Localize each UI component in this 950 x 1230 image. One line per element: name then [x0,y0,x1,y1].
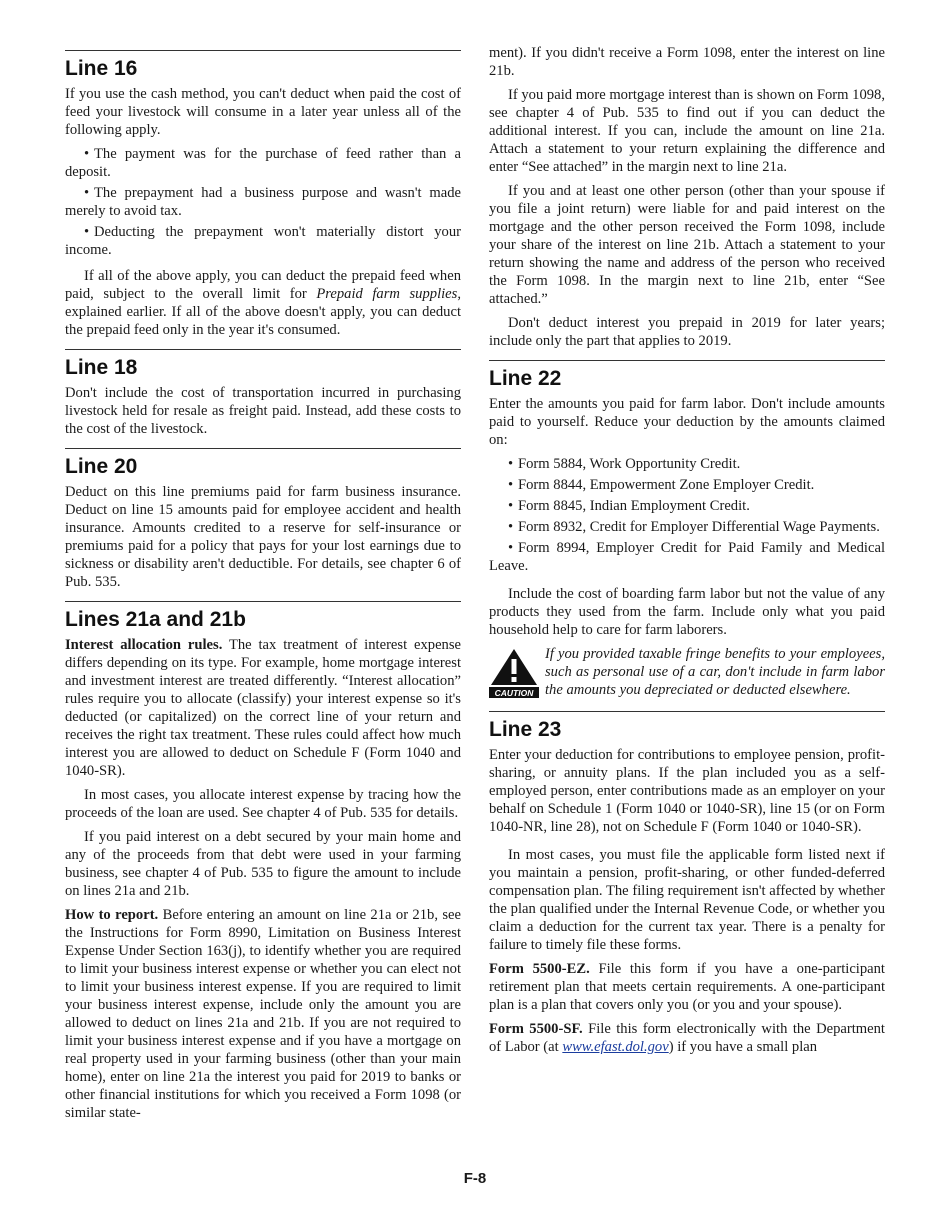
line22-bullet: • Form 5884, Work Opportunity Credit. [508,456,741,472]
heading-lines-21: Lines 21a and 21b [65,608,246,631]
section-line-18 [65,349,461,438]
caution-text: If you provided taxable fringe benefits to your employees, such as personal use of a car, don't include in farm labor the amounts you depreciated or deducted elsewhere. [545,646,885,698]
section-lines-21a-21b [65,601,461,1122]
right-column [489,44,885,1066]
section-line-22 [489,360,885,699]
line21-interest-allocation: Interest allocation rules. The tax treatment of interest expense differs depending on its type. For example, home mortgage interest and investment interest are treated differently. “Interest allocation” rules require you to allocate (classify) your interest expense so it's deducted (or capitalized) on the correct line of your return and receives the right tax treatment. These rules could affect how much interest you are allowed to deduct on Schedule F (Form 1040 and 1040-SR). [65,637,461,779]
line22-intro: Enter the amounts you paid for farm labor. Don't include amounts paid to yourself. Reduce your deduction by the amounts claimed on: [489,396,885,448]
line20-text: Deduct on this line premiums paid for farm business insurance. Deduct on line 15 amounts paid for employee accident and health insurance. Amounts credited to a reserve for self-insurance or premiums paid for a policy that pays for your lost earnings due to sickness or disability aren't deductible. For details, see chapter 6 of Pub. 535. [65,484,461,590]
heading-line-23: Line 23 [489,718,562,741]
heading-line-22: Line 22 [489,367,562,390]
section-line-23 [489,711,885,1056]
line16-bullet: • The payment was for the purchase of feed rather than a deposit. [65,146,461,180]
caution-label: CAUTION [494,688,534,698]
lines-21-continued [489,44,885,350]
section-line-20 [65,448,461,591]
line21-cont-3: If you and at least one other person (other than your spouse if you file a joint return) were liable for and paid interest on the mortgage and the other person received the Form 1098, include your share of the interest on line 21b. Attach a statement to your return showing the name and address of the person who received the Form 1098. In the margin next to line 21b, enter “See attached.” [489,183,885,307]
heading-line-20: Line 20 [65,455,138,478]
line21-cont-4: Don't deduct interest you prepaid in 2019 for later years; include only the part that applies to 2019. [489,315,885,349]
line21-cont-2: If you paid more mortgage interest than is shown on Form 1098, see chapter 4 of Pub. 535 to find out if you can deduct the additional interest. If you can, include the amount on line 21a. Attach a statement to your return explaining the difference and enter “See attached” in the margin next to line 21a. [489,87,885,175]
line21-main-home: If you paid interest on a debt secured by your main home and any of the proceeds from that debt were used in your farming business, see chapter 4 of Pub. 535 to figure the amount to include on lines 21a and 21b. [65,829,461,899]
page-number: F-8 [463,1170,487,1187]
heading-line-16: Line 16 [65,57,138,80]
caution-note [489,645,885,699]
line21-tracing: In most cases, you allocate interest expense by tracing how the proceeds of the loan are used. See chapter 4 of Pub. 535 for details. [65,787,461,821]
caution-icon [489,647,539,699]
line22-bullet: • Form 8845, Indian Employment Credit. [508,498,750,514]
line16-paragraph: If all of the above apply, you can deduct the prepaid feed when paid, subject to the overall limit for Prepaid farm supplies, explained earlier. If all of the above doesn't apply, you can deduct the prepaid feed only in the year it's consumed. [65,268,461,338]
line16-bullet: • Deducting the prepayment won't materially distort your income. [65,224,461,258]
heading-line-18: Line 18 [65,356,138,379]
line22-boarding: Include the cost of boarding farm labor but not the value of any products they used from the farm. Include only what you paid household help to care for farm laborers. [489,586,885,638]
line21-how-to-report: How to report. Before entering an amount on line 21a or 21b, see the Instructions for Form 8990, Limitation on Business Interest Expense Under Section 163(j), to identify whether you are required to limit your business interest expense or whether you can elect not to limit your business interest expense. If you are required to limit your business interest expense, include only the amount you are allowed to deduct on lines 21a and 21b. If you are not required to limit your business interest expense and if you have a mortgage on real property used in your farming business (other than your main home), enter on line 21a the interest you paid for 2019 to banks or other financial institutions for which you received a Form 1098 (or similar state- [65,907,461,1121]
line23-form-5500-sf: Form 5500-SF. File this form electronically with the Department of Labor (at www.efast.dol.gov) if you have a small plan [489,1021,885,1055]
section-line-16 [65,50,461,339]
efast-link[interactable]: www.efast.dol.gov [562,1039,669,1055]
line16-bullet: • The prepayment had a business purpose and wasn't made merely to avoid tax. [65,185,461,219]
line22-bullet: • Form 8994, Employer Credit for Paid Family and Medical Leave. [489,540,885,574]
line22-bullet: • Form 8844, Empowerment Zone Employer Credit. [508,477,815,493]
line23-intro: Enter your deduction for contributions to employee pension, profit-sharing, or annuity plans. If the plan included you as a self-employed person, enter contributions made as an employer on your behalf on Schedule 1 (Form 1040 or 1040-SR), line 15 (or on Form 1040-NR, line 28), not on Schedule F (Form 1040 or 1040-SR). [489,747,885,835]
line23-filing: In most cases, you must file the applicable form listed next if you maintain a pension, profit-sharing, or other funded-deferred compensation plan. The filing requirement isn't affected by whether the plan qualified under the Internal Revenue Code, or whether you claim a deduction for the current tax year. There is a penalty for failure to timely file these forms. [489,847,885,953]
line21-cont-1: ment). If you didn't receive a Form 1098, enter the interest on line 21b. [489,45,885,79]
line22-bullet: • Form 8932, Credit for Employer Differential Wage Payments. [508,519,880,535]
line18-text: Don't include the cost of transportation incurred in purchasing livestock held for resale as freight paid. Instead, add these costs to the cost of the livestock. [65,385,461,437]
left-column [65,40,461,1132]
line16-intro: If you use the cash method, you can't deduct when paid the cost of feed your livestock will consume in a later year unless all of the following apply. [65,86,461,138]
line23-form-5500-ez: Form 5500-EZ. File this form if you have a one-participant retirement plan that meets certain requirements. A one-participant plan is a plan that covers only you (or you and your spouse). [489,961,885,1013]
